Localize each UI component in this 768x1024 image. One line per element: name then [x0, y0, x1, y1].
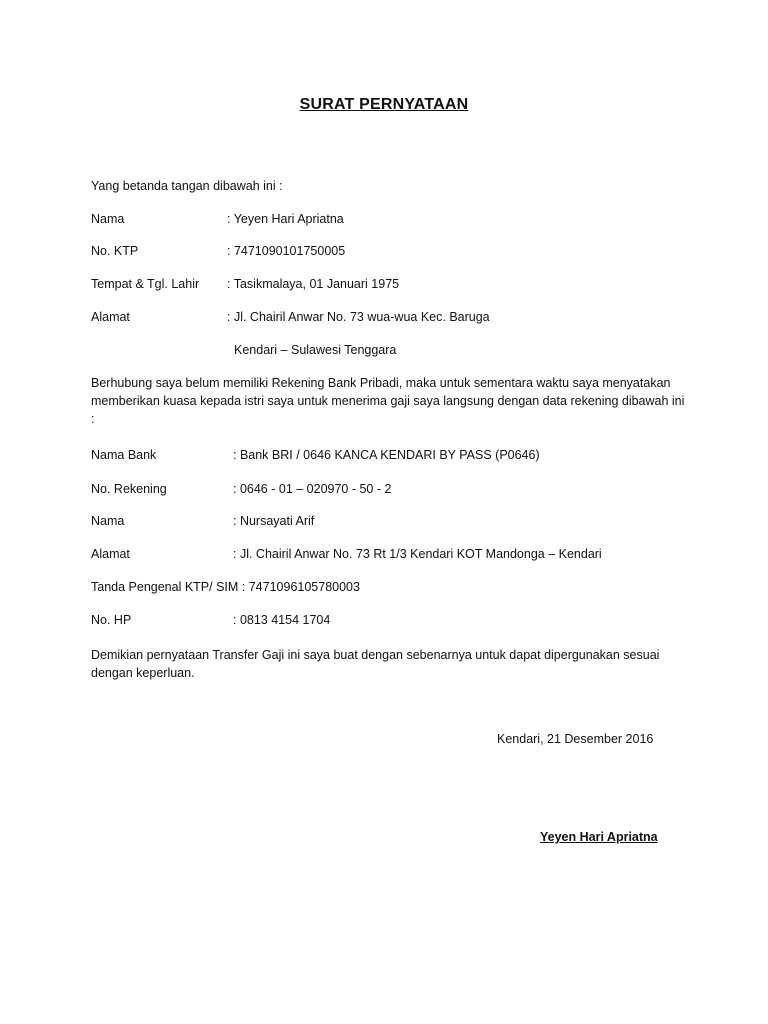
- phone-label: No. HP: [91, 613, 132, 627]
- bank-name-row: [91, 447, 540, 463]
- person-ktp-row: [91, 243, 345, 259]
- person-address-row: [91, 309, 490, 325]
- account-holder-address-row: [91, 546, 602, 562]
- person-birth-row: [91, 276, 399, 292]
- person-address-continuation: Kendari – Sulawesi Tenggara: [234, 343, 397, 357]
- person-address-value: : Jl. Chairil Anwar No. 73 wua-wua Kec. Baruga: [227, 310, 490, 324]
- person-birth-label: Tempat & Tgl. Lahir: [91, 277, 200, 291]
- signatory-name: Yeyen Hari Apriatna: [540, 830, 658, 844]
- place-date: Kendari, 21 Desember 2016: [497, 732, 654, 746]
- person-birth-value: : Tasikmalaya, 01 Januari 1975: [227, 277, 400, 291]
- phone-value: : 0813 4154 1704: [233, 613, 331, 627]
- person-name-value: : Yeyen Hari Apriatna: [227, 212, 344, 226]
- account-holder-row: [91, 513, 314, 529]
- bank-name-value: : Bank BRI / 0646 KANCA KENDARI BY PASS (P0646): [233, 448, 540, 462]
- phone-row: [91, 612, 330, 628]
- account-holder-label: Nama: [91, 514, 125, 528]
- document-title: SURAT PERNYATAAN: [299, 96, 469, 113]
- person-address-label: Alamat: [91, 310, 130, 324]
- id-card-line: Tanda Pengenal KTP/ SIM : 7471096105780003: [91, 580, 360, 594]
- bank-account-label: No. Rekening: [91, 482, 167, 496]
- person-ktp-label: No. KTP: [91, 244, 139, 258]
- intro-text: Yang betanda tangan dibawah ini :: [91, 179, 283, 193]
- person-name-row: [91, 211, 344, 227]
- closing-paragraph: Demikian pernyataan Transfer Gaji ini saya buat dengan sebenarnya untuk dapat dipergunakan sesuai dengan keperluan.: [91, 648, 660, 680]
- person-name-label: Nama: [91, 212, 125, 226]
- statement-paragraph: Berhubung saya belum memiliki Rekening Bank Pribadi, maka untuk sementara waktu saya menyatakan memberikan kuasa kepada istri saya untuk menerima gaji saya langsung dengan data rekening dibawah ini :: [91, 376, 685, 426]
- account-holder-address-value: : Jl. Chairil Anwar No. 73 Rt 1/3 Kendari KOT Mandonga – Kendari: [233, 547, 602, 561]
- account-holder-value: : Nursayati Arif: [233, 514, 315, 528]
- account-holder-address-label: Alamat: [91, 547, 130, 561]
- bank-account-row: [91, 481, 391, 497]
- person-ktp-value: : 7471090101750005: [227, 244, 346, 258]
- bank-account-value: : 0646 - 01 – 020970 - 50 - 2: [233, 482, 392, 496]
- bank-name-label: Nama Bank: [91, 448, 157, 462]
